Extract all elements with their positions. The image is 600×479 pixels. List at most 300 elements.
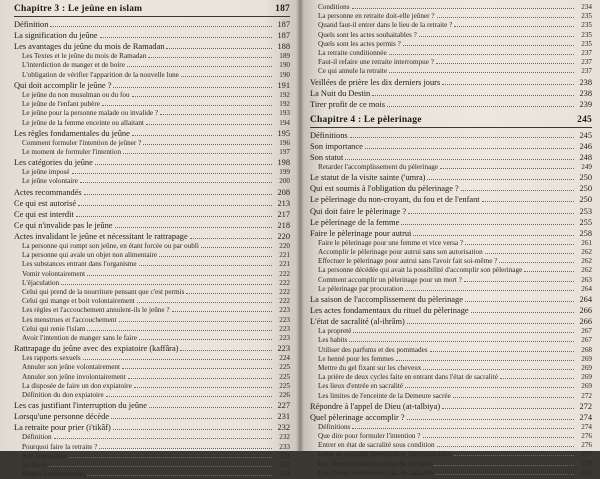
toc-entry-page-number: 238: [579, 88, 592, 98]
dot-leader: [95, 164, 272, 165]
toc-entry-page-number: 263: [581, 275, 592, 284]
toc-entry: [14, 41, 290, 52]
toc-list: [310, 3, 592, 110]
toc-entry-page-number: 279: [581, 459, 592, 468]
dot-leader: [524, 271, 574, 272]
toc-entry: [310, 31, 592, 40]
toc-entry-title: L'interdiction de manger et de boire: [22, 61, 125, 70]
toc-entry-title: Les catégories du jeûne: [14, 158, 93, 168]
dot-leader: [146, 124, 272, 125]
dot-leader: [132, 96, 272, 97]
dot-leader: [389, 72, 574, 73]
toc-entry-title: La personne qui rompt son jeûne, en étant forcée ou par oubli: [22, 242, 199, 251]
toc-entry-page-number: 264: [579, 294, 592, 304]
toc-entry: [14, 220, 290, 231]
dot-leader: [172, 311, 272, 312]
toc-entry-title: La propreté: [318, 327, 352, 336]
dot-leader: [407, 323, 574, 324]
toc-entry-page-number: 224: [279, 354, 290, 363]
toc-entry-page-number: 234: [581, 3, 592, 11]
dot-leader: [500, 378, 574, 379]
toc-entry: [310, 266, 592, 275]
toc-entry-page-number: 191: [277, 80, 290, 90]
chapter-title: Chapitre 4 : Le pèlerinage: [310, 114, 422, 125]
toc-entry: [14, 411, 290, 422]
toc-entry-title: Les choses permises en état de sacralité: [318, 459, 432, 468]
toc-entry: [310, 21, 592, 30]
dot-leader: [461, 190, 574, 191]
toc-entry: [310, 346, 592, 355]
dot-leader: [102, 105, 272, 106]
dot-leader: [437, 446, 574, 447]
toc-entry-title: Actes invalidant le jeûne et nécessitant le rattrapage: [14, 232, 188, 241]
toc-entry-title: Celui qui mange et boit volontairement: [22, 297, 135, 306]
toc-entry-title: Le pèlerinage de la femme: [310, 217, 400, 227]
toc-entry-title: Définitions: [318, 422, 351, 431]
toc-entry-title: Le jeûne de l'enfant pubère: [22, 100, 100, 109]
dot-leader: [396, 360, 574, 361]
toc-entry: [14, 177, 290, 186]
dot-leader: [111, 418, 272, 419]
toc-entry-title: L'éjaculation: [22, 278, 60, 287]
chapter-page-number: 187: [275, 4, 290, 14]
dot-leader: [345, 159, 574, 160]
dot-leader: [87, 275, 272, 276]
toc-entry-title: Le moment de formuler l'intention: [22, 147, 122, 156]
toc-entry-title: Le pèlerinage du non-croyant, du fou et de l'enfant: [310, 195, 480, 205]
dot-leader: [128, 378, 272, 379]
dot-leader: [464, 281, 574, 282]
toc-entry-title: Quel pèlerinage accomplir ?: [310, 412, 405, 422]
toc-entry-page-number: 226: [279, 391, 290, 399]
toc-entry-title: Rattrapage du jeûne avec des expiatoire (kaffâra): [14, 344, 179, 354]
toc-entry: [14, 452, 290, 461]
dot-leader: [100, 37, 273, 38]
dot-leader: [122, 368, 272, 369]
dot-leader: [465, 301, 574, 302]
toc-entry-title: L'obligation de vérifier l'apparition de la nouvelle lune: [22, 70, 179, 79]
toc-entry-page-number: 222: [279, 278, 290, 287]
toc-entry-title: Les habits: [318, 336, 348, 345]
toc-entry-page-number: 258: [579, 228, 592, 238]
toc-entry-title: Quand faut-il entrer dans le lieu de la retraite ?: [318, 21, 453, 30]
toc-entry: [14, 334, 290, 343]
toc-entry-page-number: 274: [581, 422, 592, 431]
toc-entry-page-number: 237: [581, 48, 592, 57]
toc-entry-title: Ce qui est interdit: [14, 209, 74, 219]
toc-entry-title: Le jeûne pour la personne malade ou invalide ?: [22, 109, 159, 118]
dot-leader: [440, 168, 574, 169]
toc-entry-page-number: 194: [279, 118, 290, 127]
dot-leader: [72, 173, 272, 174]
toc-entry: [14, 198, 290, 209]
toc-entry-page-number: 217: [277, 209, 290, 219]
toc-entry-page-number: 232: [279, 433, 290, 442]
toc-entry: [310, 382, 592, 391]
dot-leader: [134, 387, 272, 388]
toc-entry-title: Celui qui prend de la nourriture pensant que c'est permis: [22, 288, 185, 297]
toc-entry-page-number: 233: [279, 461, 290, 470]
dot-leader: [353, 332, 574, 333]
toc-entry-title: Pourquoi faire la retraite ?: [22, 442, 98, 451]
toc-entry-title: Actes recommandés: [14, 187, 82, 197]
toc-entry: [310, 248, 592, 257]
toc-entry-title: Définitions: [310, 130, 348, 140]
dot-leader: [408, 213, 574, 214]
toc-entry-title: Définition: [14, 20, 49, 29]
toc-entry: [14, 242, 290, 251]
dot-leader: [365, 148, 574, 149]
dot-leader: [471, 312, 574, 313]
toc-entry: [14, 19, 290, 30]
toc-entry-page-number: 220: [279, 242, 290, 251]
toc-entry-page-number: 199: [279, 168, 290, 177]
toc-entry: [14, 400, 290, 411]
toc-entry: [310, 67, 592, 76]
dot-leader: [132, 135, 272, 136]
toc-entry-page-number: 248: [579, 152, 592, 162]
toc-entry-title: Définition du don expiatoire: [22, 391, 104, 399]
toc-entry: [14, 363, 290, 372]
toc-entry: [14, 325, 290, 334]
dot-leader: [137, 302, 272, 303]
toc-entry: [310, 217, 592, 228]
dot-leader: [352, 8, 574, 9]
toc-entry-page-number: 198: [277, 158, 290, 168]
dot-leader: [143, 144, 272, 145]
toc-entry-page-number: 192: [279, 90, 290, 99]
toc-entry-title: Son importance: [22, 451, 68, 460]
toc-entry-title: Conditions: [318, 3, 350, 11]
toc-entry: [310, 3, 592, 12]
dot-leader: [148, 57, 272, 58]
dot-leader: [427, 179, 574, 180]
toc-entry: [310, 141, 592, 152]
toc-entry-title: Annuler son jeûne involontairement: [22, 372, 126, 381]
toc-entry: [14, 391, 290, 400]
dot-leader: [430, 351, 574, 352]
toc-entry-title: Quels sont les actes permis ?: [318, 39, 401, 48]
toc-entry-page-number: 262: [581, 257, 592, 266]
dot-leader: [159, 256, 272, 257]
toc-entry: [310, 316, 592, 327]
toc-entry-title: Le pèlerinage par procuration: [318, 284, 404, 293]
toc-entry-page-number: 267: [581, 336, 592, 345]
toc-entry: [310, 163, 592, 172]
toc-entry-title: Effectuer le pèlerinage pour autrui sans l'avoir fait soi-même ?: [318, 257, 498, 266]
toc-entry: [310, 99, 592, 110]
toc-entry-page-number: 222: [279, 269, 290, 278]
toc-entry: [14, 443, 290, 452]
toc-entry: [14, 306, 290, 315]
toc-entry-page-number: 195: [277, 128, 290, 138]
toc-entry-page-number: 255: [579, 217, 592, 227]
toc-entry-title: Les choses interdites en état de sacralité: [318, 468, 433, 477]
toc-entry-title: Son importance: [310, 141, 363, 151]
dot-leader: [181, 76, 272, 77]
dot-leader: [119, 321, 273, 322]
dot-leader: [180, 350, 272, 351]
toc-entry-page-number: 193: [279, 109, 290, 118]
toc-entry-page-number: 222: [279, 297, 290, 306]
dot-leader: [186, 293, 272, 294]
toc-list: [310, 130, 592, 478]
toc-entry: [14, 128, 290, 139]
toc-entry-title: Les cas justifiant l'interruption du jeûne: [14, 401, 147, 411]
dot-leader: [50, 26, 272, 27]
dot-leader: [434, 465, 574, 466]
toc-entry: [14, 71, 290, 80]
toc-entry: [14, 100, 290, 109]
toc-entry: [310, 392, 592, 401]
dot-leader: [80, 182, 272, 183]
toc-entry: [310, 172, 592, 183]
dot-leader: [403, 45, 574, 46]
toc-entry-title: Comment formuler l'intention de jeûner ?: [22, 138, 142, 147]
toc-entry-page-number: 261: [581, 238, 592, 247]
toc-entry-page-number: 235: [581, 30, 592, 39]
toc-entry: [14, 343, 290, 354]
toc-entry: [14, 209, 290, 220]
dot-leader: [106, 396, 272, 397]
toc-entry-title: Le jeûne du non musulman ou du fou: [22, 90, 130, 99]
toc-entry-title: Le statut de la visite sainte ('umra): [310, 173, 426, 183]
toc-entry: [14, 157, 290, 168]
toc-entry-page-number: 223: [279, 333, 290, 342]
toc-entry-title: Faire le pèlerinage pour une femme et vice versa ?: [318, 238, 464, 247]
toc-entry: [310, 412, 592, 423]
toc-entry: [14, 288, 290, 297]
toc-entry-title: Faut-il refaire une retraite interrompue ?: [318, 58, 434, 67]
toc-entry-title: La retraite pour prier (i'tikâf): [14, 423, 111, 433]
toc-entry-page-number: 274: [579, 412, 592, 422]
toc-entry: [14, 148, 290, 157]
toc-entry: [310, 228, 592, 239]
toc-entry: [310, 152, 592, 163]
toc-entry-title: Retarder l'accomplissement du pèlerinage: [318, 163, 439, 172]
toc-entry-page-number: 237: [581, 58, 592, 67]
toc-entry-page-number: 188: [277, 42, 290, 52]
toc-entry-page-number: 235: [581, 21, 592, 30]
toc-entry-page-number: 235: [581, 39, 592, 48]
dot-leader: [405, 290, 574, 291]
dot-leader: [87, 475, 272, 476]
toc-entry-title: Qui est soumis à l'obligation du pèlerinage ?: [310, 184, 459, 194]
chapter-page-number: 245: [577, 114, 592, 125]
dot-leader: [54, 438, 272, 439]
toc-entry-page-number: 222: [279, 288, 290, 297]
dot-leader: [350, 137, 574, 138]
toc-entry-title: La personne en retraite doit-elle jeûner ?: [318, 12, 435, 21]
toc-entry: [310, 40, 592, 49]
toc-entry: [310, 183, 592, 194]
toc-entry-title: Les rapports sexuels: [22, 354, 81, 363]
toc-entry: [310, 469, 592, 478]
dot-leader: [423, 437, 575, 438]
toc-entry: [310, 77, 592, 88]
toc-entry: [310, 432, 592, 441]
toc-entry-page-number: 277: [581, 450, 592, 459]
dot-leader: [201, 247, 272, 248]
toc-entry-page-number: 234: [279, 470, 290, 479]
toc-entry-title: Veillées de prière les dix derniers jours: [310, 77, 441, 87]
toc-entry-title: Quels sont les actes souhaitables ?: [318, 30, 417, 39]
toc-entry: [14, 30, 290, 41]
toc-entry-title: Ce qui est autorisé: [14, 198, 77, 208]
toc-entry-page-number: 208: [277, 187, 290, 197]
toc-entry: [310, 276, 592, 285]
toc-entry: [310, 285, 592, 294]
toc-entry-page-number: 281: [581, 468, 592, 477]
toc-entry-page-number: 196: [279, 138, 290, 147]
toc-entry: [310, 336, 592, 345]
toc-entry-title: Que dire pour formuler l'intention ?: [318, 432, 421, 441]
toc-entry-title: Les règles et l'accouchement annulent-ils le jeûne ?: [22, 306, 170, 315]
dot-leader: [442, 84, 574, 85]
toc-list: [14, 19, 290, 479]
toc-entry-title: Mettre du gel fixant sur les cheveux: [318, 363, 422, 372]
toc-entry: [14, 231, 290, 242]
toc-entry: [310, 450, 592, 459]
toc-entry-page-number: 272: [579, 401, 592, 411]
dot-leader: [387, 106, 574, 107]
toc-entry: [14, 470, 290, 479]
toc-entry: [310, 194, 592, 205]
dot-leader: [407, 419, 574, 420]
dot-leader: [160, 114, 272, 115]
dot-leader: [453, 397, 574, 398]
toc-entry: [310, 12, 592, 21]
dot-leader: [454, 26, 574, 27]
toc-entry-title: Faire le pèlerinage pour autrui: [310, 228, 412, 238]
toc-entry-page-number: 225: [279, 381, 290, 390]
dot-leader: [482, 201, 574, 202]
toc-entry: [14, 80, 290, 91]
toc-entry-title: La retraite conditionnée: [318, 48, 387, 57]
toc-entry-title: L'état de sacralité déterminé et l'intention libre: [318, 450, 452, 459]
toc-entry-page-number: 262: [581, 266, 592, 275]
dot-leader: [83, 359, 272, 360]
toc-entry: [310, 401, 592, 412]
toc-entry-title: La prière de deux cycles faite en entrant dans l'état de sacralité: [318, 373, 498, 382]
toc-entry-title: Qui doit faire le pèlerinage ?: [310, 206, 407, 216]
toc-entry-title: Répondre à l'appel de Dieu (at-talbiya): [310, 401, 441, 411]
toc-entry: [310, 423, 592, 432]
toc-entry-title: Les substances entrant dans l'organisme: [22, 260, 137, 269]
toc-entry-title: Règles fondamentales: [22, 470, 86, 479]
toc-entry-page-number: 233: [279, 442, 290, 451]
toc-entry-page-number: 232: [277, 423, 290, 433]
toc-entry-title: Les limites de l'enceinte de la Demeure sacrée: [318, 391, 451, 400]
toc-entry: [310, 355, 592, 364]
toc-entry-page-number: 269: [581, 373, 592, 382]
toc-entry-title: Les menstrues et l'accouchement: [22, 315, 117, 324]
toc-entry-page-number: 220: [277, 232, 290, 241]
toc-entry: [14, 52, 290, 61]
chapter-heading: [310, 114, 592, 128]
toc-entry-title: Définition: [22, 433, 52, 442]
toc-entry-title: La signification du jeûne: [14, 31, 98, 41]
toc-entry-title: La personne qui avale un objet non alimentaire: [22, 251, 158, 260]
toc-entry-page-number: 218: [277, 220, 290, 230]
toc-entry-page-number: 253: [579, 206, 592, 216]
dot-leader: [139, 265, 272, 266]
chapter-title: Chapitre 3 : Le jeûne en islam: [14, 4, 143, 14]
toc-entry: [14, 168, 290, 177]
toc-entry: [310, 239, 592, 248]
dot-leader: [389, 54, 574, 55]
toc-entry: [14, 91, 290, 100]
dot-leader: [437, 17, 574, 18]
dot-leader: [435, 474, 574, 475]
toc-entry: [14, 61, 290, 70]
dot-leader: [139, 339, 272, 340]
toc-entry-title: La saison de l'accomplissement du pèlerinage: [310, 294, 463, 304]
toc-entry: [14, 251, 290, 260]
toc-entry: [310, 130, 592, 141]
toc-entry-page-number: 237: [581, 67, 592, 76]
dot-leader: [115, 227, 273, 228]
dot-leader: [76, 216, 272, 217]
toc-entry-title: Ce qui annule la retraite: [318, 67, 388, 76]
toc-entry: [310, 441, 592, 450]
toc-entry-page-number: 238: [579, 77, 592, 87]
dot-leader: [78, 205, 272, 206]
dot-leader: [87, 330, 272, 331]
dot-leader: [442, 408, 574, 409]
dot-leader: [401, 224, 574, 225]
dot-leader: [84, 194, 272, 195]
toc-entry: [14, 260, 290, 269]
toc-entry: [310, 373, 592, 382]
toc-entry-page-number: 223: [277, 344, 290, 354]
toc-entry-page-number: 225: [279, 372, 290, 381]
toc-entry-title: Les avantages du jeûne du mois de Ramadan: [14, 42, 165, 52]
toc-entry-title: Annuler son jeûne volontairement: [22, 363, 121, 372]
toc-entry-page-number: 187: [277, 31, 290, 41]
toc-entry-title: Qui doit accomplir le jeûne ?: [14, 80, 112, 90]
dot-leader: [61, 284, 272, 285]
toc-entry-title: Le jeûne volontaire: [22, 177, 78, 186]
toc-entry-page-number: 225: [279, 363, 290, 372]
dot-leader: [499, 262, 574, 263]
toc-entry: [310, 49, 592, 58]
toc-entry-title: La disposée de faire un don expiatoire: [22, 381, 132, 390]
toc-entry: [310, 364, 592, 373]
toc-entry-title: Lorsqu'une personne décède: [14, 412, 109, 422]
dot-leader: [352, 428, 574, 429]
toc-entry-title: Vomir volontairement: [22, 269, 86, 278]
toc-entry-page-number: 231: [277, 412, 290, 422]
toc-entry: [14, 373, 290, 382]
toc-entry-title: Ce qui n'invalide pas le jeûne: [14, 220, 113, 230]
toc-entry-page-number: 250: [579, 184, 592, 194]
toc-entry-page-number: 268: [581, 345, 592, 354]
dot-leader: [436, 63, 574, 64]
toc-entry-page-number: 192: [279, 100, 290, 109]
toc-entry-page-number: 189: [279, 52, 290, 61]
dot-leader: [166, 48, 272, 49]
toc-entry: [14, 433, 290, 442]
book-gutter: [296, 0, 304, 451]
toc-entry-title: Le jeûne de la femme enceinte ou allaitant: [22, 118, 144, 127]
chapter-heading: [14, 3, 290, 17]
right-page: [300, 0, 600, 477]
toc-entry: [310, 58, 592, 67]
dot-leader: [99, 448, 272, 449]
toc-entry: [14, 461, 290, 470]
toc-entry-title: Avoir l'intention de manger sans le faire: [22, 333, 137, 342]
